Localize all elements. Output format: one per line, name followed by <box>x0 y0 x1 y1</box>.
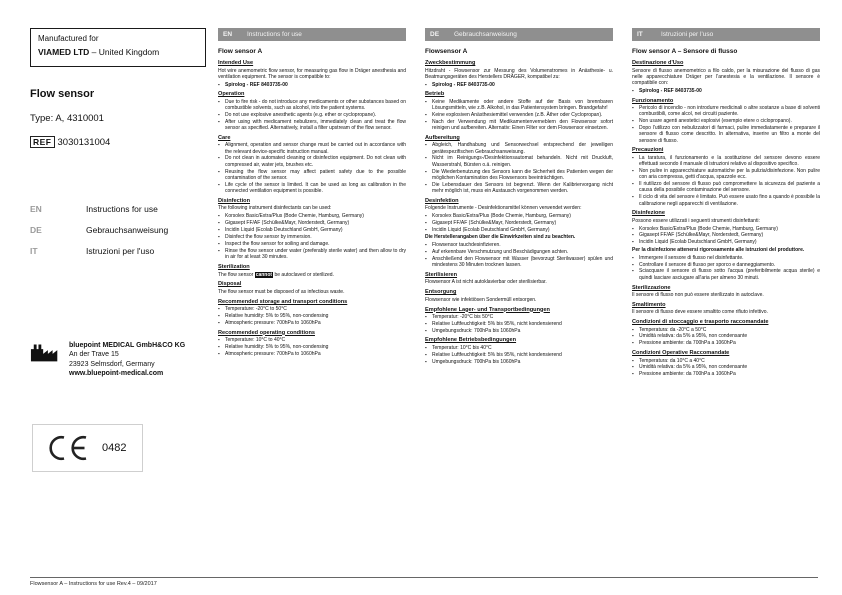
column-body <box>218 48 406 576</box>
paragraph: The following instrument disinfectants can be used: <box>218 205 332 212</box>
bullet-item: ▪ Flowsensor tauchdesinfizieren. <box>432 242 613 248</box>
page-footer <box>30 577 818 587</box>
section-heading: Condizioni di stoccaggio e trasporto raccomandate <box>632 319 769 326</box>
language-label-de: Gebrauchsanweisung <box>86 225 169 235</box>
section-heading: Sterilizzazione <box>632 284 671 291</box>
bullet-item: ▪ Keine explosiven Anästhesiemittel verwenden (z.B. Äther oder Cyclopropan). <box>432 112 613 118</box>
company-block <box>30 341 185 379</box>
language-label-it: Istruzioni per l'uso <box>86 246 155 256</box>
section-heading: Recommended operating conditions <box>218 329 315 336</box>
bullet-item: ▪ Reusing the flow sensor may affect patient safety due to the possible contamination of the sensor. <box>225 169 406 182</box>
column-language-code: DE <box>430 31 440 38</box>
manufacturer-box <box>30 28 206 67</box>
section <box>425 135 613 194</box>
bullet-list <box>425 242 613 268</box>
bullet-item: ▪ Gigasept FF/AF (Schülke&Mayr, Norderstedt, Germany) <box>639 232 820 238</box>
bullet-item: ▪ Il ciclo di vita del sensore è limitato. Può essere usato fino a quando è possibile la calibrazione negli apparecchi di ventilazione. <box>639 194 820 207</box>
bullet-list <box>425 314 613 334</box>
paragraph: Hot wire anemometric flow sensor, for measuring gas flow in Dräger anesthesia and ventilation equipment. The sensor is compatible to: <box>218 67 406 80</box>
bullet-item: ▪ Die Wiederbenutzung des Sensors kann die Sicherheit des Patienten wegen der möglichen Kontamination des Flowsensors beeinträchtigen. <box>432 169 613 182</box>
section-heading: Smaltimento <box>632 301 666 308</box>
column-en <box>218 28 406 576</box>
section <box>632 98 820 144</box>
bullet-item: ▪ Dopo l'utilizzo con nebulizzatori di farmaci, pulire immediatamente e preparare il sensore di flusso come descritto. In alternativa, inserire un filtro a monte del sensore di flusso. <box>639 125 820 144</box>
bullet-item: ▪ Alignment, operation and sensor change must be carried out in accordance with the relevant device-specific instruction manual. <box>225 142 406 155</box>
bullet-item: ▪ Incidin Liquid (Ecolab Deutschland GmbH, Germany) <box>432 227 613 233</box>
column-language-code: EN <box>223 31 233 38</box>
column-header-title: Gebrauchsanweisung <box>454 31 517 38</box>
ref-number: 3030131004 <box>57 137 111 148</box>
section <box>218 135 406 194</box>
footer-text: Flowsensor A – Instructions for use Rev.4 – 09/2017 <box>30 580 157 587</box>
manufactured-for-label: Manufactured for <box>38 34 99 43</box>
bullet-item: ▪ Non usare agenti anestetici esplosivi (esempio etere o ciclopropano). <box>639 118 820 124</box>
section <box>632 60 820 94</box>
ce-mark-icon <box>43 434 89 462</box>
bullet-item: ▪ Disinfect the flow sensor by immersion. <box>225 234 406 240</box>
bullet-item: ▪ Atmospheric pressure: 700hPa to 1060hPa <box>225 320 406 326</box>
bullet-item: ▪ Incidin Liquid (Ecolab Deutschland GmbH, Germany) <box>225 227 406 233</box>
bullet-item: ▪ Gigasept FF/AF (Schülke&Mayr, Norderstedt, Germany) <box>225 220 406 226</box>
section <box>218 264 406 278</box>
bullet-item: ▪ Spirolog - REF 8403735-00 <box>639 88 820 94</box>
section-heading: Recommended storage and transport conditions <box>218 298 348 305</box>
bullet-item: ▪ Umgebungsdruck: 700hPa bis 1060hPa <box>432 359 613 365</box>
language-code-de: DE <box>30 225 42 235</box>
section <box>632 350 820 377</box>
bullet-item: ▪ Korsolex Basic/Extra/Plus (Bode Chemie, Hamburg, Germany) <box>225 213 406 219</box>
language-row-de <box>30 225 168 235</box>
section <box>218 299 406 326</box>
bullet-item: ▪ Relative Luftfeuchtigkeit: 5% bis 95%, nicht kondensierend <box>432 321 613 327</box>
section-heading: Precauzioni <box>632 147 664 154</box>
bullet-list <box>218 337 406 357</box>
section-heading: Disinfection <box>218 197 251 204</box>
section <box>425 198 613 269</box>
paragraph: Hitzdraht - Flowsensor zur Messung des Volumenstromes in Anästhesie- u. Beatmungsgeräten des Herstellers DRÄGER, kompatibel zu: <box>425 67 613 80</box>
bullet-item: ▪ Inspect the flow sensor for soiling and damage. <box>225 241 406 247</box>
bullet-item: ▪ Temperatur: -20°C bis 50°C <box>432 314 613 320</box>
bullet-item: ▪ Relative humidity: 5% to 95%, non-condensing <box>225 313 406 319</box>
column-header <box>425 28 613 41</box>
bullet-item: ▪ Nach der Verwendung mit Medikamentenverneblern den Flowsensor sofort reinigen und aufbereiten. Alternativ: Einen Filter vor dem Flowsensor einsetzen. <box>432 119 613 132</box>
bullet-list <box>425 142 613 194</box>
manufacturer-name-line <box>38 47 198 57</box>
bullet-item: ▪ Korsolex Basic/Extra/Plus (Bode Chemie, Hamburg, Germany) <box>432 213 613 219</box>
bullet-item: ▪ Relative Luftfeuchtigkeit: 5% bis 95%, nicht kondensierend <box>432 352 613 358</box>
section <box>425 60 613 88</box>
column-header <box>632 28 820 41</box>
column-title: Flowsensor A <box>425 48 468 55</box>
section-heading: Disposal <box>218 281 242 288</box>
bullet-list <box>632 155 820 207</box>
bullet-list <box>218 234 406 260</box>
section <box>218 281 406 295</box>
bullet-item: ▪ Umgebungsdruck: 700hPa bis 1060hPa <box>432 328 613 334</box>
language-row-it <box>30 246 168 256</box>
bullet-list <box>425 82 613 88</box>
section-heading: Empfohlene Lager- und Transportbedingungen <box>425 306 550 313</box>
bullet-item: ▪ Anschließend den Flowsensor mit Wasser (bevorzugt Sterilwasser) spülen und mindestens 30 Minuten trocknen lassen. <box>432 256 613 269</box>
column-it <box>632 28 820 576</box>
bullet-item: ▪ Temperatura: da -20°C a 50°C <box>639 327 820 333</box>
columns <box>218 28 820 576</box>
section <box>632 147 820 206</box>
paragraph: Il sensore di flusso deve essere smaltito come rifiuto infettivo. <box>632 309 768 316</box>
product-name: Flow sensor <box>30 88 95 100</box>
type-line: Type: A, 4310001 <box>30 113 104 124</box>
company-name: bluepoint MEDICAL GmbH&CO KG <box>69 342 186 349</box>
bullet-list <box>218 213 406 233</box>
bullet-item: ▪ Due to fire risk - do not introduce any medicaments or other substances based on combustible solvents, such as alcohol, into the patient systems. <box>225 99 406 112</box>
section-heading: Entsorgung <box>425 289 457 296</box>
paragraph: Die Herstellerangaben über die Einwirkzeiten sind zu beachten. <box>425 234 576 241</box>
section <box>425 307 613 334</box>
bullet-list <box>632 105 820 144</box>
language-list <box>30 204 168 267</box>
bullet-item: ▪ Life cycle of the sensor is limited. It can be used as long as calibration in the connected ventilation equipment is possible. <box>225 182 406 195</box>
section-heading: Desinfektion <box>425 197 459 204</box>
bullet-item: ▪ La taratura, il funzionamento e la sostituzione del sensore devono essere effettuati secondo il manuale di istruzioni relativo al dispositivo specifico. <box>639 155 820 168</box>
paragraph: Sensore di flusso anemometrico a filo caldo, per la misurazione del flusso di gas nelle apparecchiature Dräger per l'anestesia e la ventilazione. Il sensore è compatibile con: <box>632 67 820 87</box>
bullet-item: ▪ Auf erkennbare Verschmutzung und Beschädigungen achten. <box>432 249 613 255</box>
section <box>632 285 820 299</box>
bullet-list <box>425 99 613 131</box>
section <box>218 60 406 88</box>
bullet-item: ▪ Atmospheric pressure: 700hPa to 1060hPa <box>225 351 406 357</box>
bullet-item: ▪ Pressione ambiente: da 700hPa a 1060hPa <box>639 340 820 346</box>
column-header <box>218 28 406 41</box>
manufacturer-factory-icon <box>30 341 62 379</box>
bullet-item: ▪ Il riutilizzo del sensore di flusso può compromettere la sicurezza del paziente a causa della possibile contaminazione del sensore. <box>639 181 820 194</box>
paragraph <box>218 272 406 278</box>
section-heading: Sterilization <box>218 264 250 271</box>
section-heading: Condizioni Operative Raccomandate <box>632 350 730 356</box>
paragraph-post: be autoclaved or sterilized. <box>273 271 334 278</box>
paragraph-pre: The flow sensor <box>218 271 255 278</box>
column-de <box>425 28 613 576</box>
column-body <box>632 48 820 576</box>
ce-number: 0482 <box>102 442 127 454</box>
section-heading: Intended Use <box>218 60 254 66</box>
bullet-list <box>218 142 406 194</box>
section-heading: Sterilisieren <box>425 271 458 278</box>
section-heading: Funzionamento <box>632 97 674 104</box>
section-heading: Operation <box>218 91 245 98</box>
bullet-item: ▪ Do not use explosive anesthetic agents (e.g. ether or cyclopropane). <box>225 112 406 118</box>
column-header-title: Instructions for use <box>247 31 302 38</box>
bullet-item: ▪ Temperature: -20°C to 50°C <box>225 306 406 312</box>
paragraph: Flowsensor wie infektiösen Sondermüll entsorgen. <box>425 296 537 303</box>
bullet-item: ▪ Controllare il sensore di flusso per sporco e danneggiamento. <box>639 262 820 268</box>
manufacturer-country: – United Kingdom <box>89 47 160 57</box>
language-code-it: IT <box>30 246 38 256</box>
section <box>632 319 820 346</box>
bullet-item: ▪ Spirolog - REF 8403735-00 <box>432 82 613 88</box>
bullet-item: ▪ Rinse the flow sensor under water (preferably sterile water) and then allow to dry in air for at least 30 minutes. <box>225 248 406 261</box>
bullet-item: ▪ Pressione ambiente: da 700hPa a 1060hPa <box>639 371 820 377</box>
section-heading: Betrieb <box>425 91 445 98</box>
section <box>425 91 613 131</box>
section <box>218 198 406 261</box>
section-heading: Zweckbestimmung <box>425 60 476 66</box>
language-row-en <box>30 204 168 214</box>
company-address-2: 23923 Selmsdorf, Germany <box>69 360 155 368</box>
section <box>218 330 406 357</box>
bullet-item: ▪ Pericolo di incendio - non introdurre medicinali o altre sostanze a base di solventi combustibili, come alcol, nei circuiti paziente. <box>639 105 820 118</box>
paragraph: The flow sensor must be disposed of as infectious waste. <box>218 288 345 295</box>
column-title: Flow sensor A <box>218 48 263 55</box>
ref-line <box>30 137 110 148</box>
bullet-item: ▪ After using with medicament nebulizers, immediately clean and treat the flow sensor as specified. Alternatively, install a filter upstream of the flow sensor. <box>225 119 406 132</box>
section-heading: Destinazione d'Uso <box>632 60 684 66</box>
language-label-en: Instructions for use <box>86 204 158 214</box>
paragraph: Possono essere utilizzati i seguenti strumenti disinfettanti: <box>632 217 760 224</box>
section-heading: Aufbereitung <box>425 134 460 141</box>
ce-mark-block <box>32 424 143 472</box>
bullet-item: ▪ Relative humidity: 5% to 95%, non-condensing <box>225 344 406 350</box>
section <box>425 337 613 364</box>
bullet-item: ▪ Do not clean in automated cleaning or disinfection equipment. Do not clean with compressed air, water jets, brushes etc. <box>225 155 406 168</box>
paragraph: Folgende Instrumente - Desinfektionsmittel können verwendet werden: <box>425 205 582 212</box>
section-heading: Care <box>218 134 231 141</box>
bullet-list <box>218 306 406 326</box>
bullet-item: ▪ Sciacquare il sensore di flusso sotto l'acqua (preferibilmente acqua sterile) e quindi lasciare asciugare all'aria per almeno 30 minuti. <box>639 268 820 281</box>
bullet-item: ▪ Non pulire in apparecchiature automatiche per la pulizia/disinfezione. Non pulire con aria compressa, getti d'acqua, spazzole ecc. <box>639 168 820 181</box>
bullet-item: ▪ Umidità relativa: da 5% a 95%, non condensante <box>639 364 820 370</box>
bullet-list <box>632 327 820 347</box>
bullet-item: ▪ Incidin Liquid (Ecolab Deutschland GmbH, Germany) <box>639 239 820 245</box>
bullet-list <box>425 213 613 233</box>
bullet-item: ▪ Spirolog - REF 8403735-00 <box>225 82 406 88</box>
column-body <box>425 48 613 576</box>
bullet-list <box>632 226 820 246</box>
company-website: www.bluepoint-medical.com <box>69 370 164 378</box>
paragraph: Il sensore di flusso non può essere sterilizzato in autoclave. <box>632 292 764 299</box>
bullet-item: ▪ Umidità relativa: da 5% a 95%, non condensante <box>639 333 820 339</box>
section-heading: Disinfezione <box>632 210 665 217</box>
company-text <box>69 341 185 379</box>
column-title: Flow sensor A – Sensore di flusso <box>632 48 738 55</box>
bullet-item: ▪ Gigasept FF/AF (Schülke&Mayr, Norderstedt, Germany) <box>432 220 613 226</box>
bullet-item: ▪ Temperatur: 10°C bis 40°C <box>432 345 613 351</box>
ref-symbol: REF <box>30 136 55 148</box>
section <box>425 289 613 303</box>
manufacturer-name: VIAMED LTD <box>38 47 90 57</box>
bullet-list <box>425 345 613 365</box>
bullet-item: ▪ Temperatura: da 10°C a 40°C <box>639 358 820 364</box>
bullet-list <box>632 358 820 378</box>
bullet-item: ▪ Immergere il sensore di flusso nel disinfettante. <box>639 255 820 261</box>
company-address-1: An der Trave 15 <box>69 351 119 359</box>
bullet-item: ▪ Korsolex Basic/Extra/Plus (Bode Chemie, Hamburg, Germany) <box>639 226 820 232</box>
bullet-list <box>218 99 406 131</box>
section <box>632 302 820 316</box>
column-header-title: Istruzioni per l'uso <box>661 31 714 38</box>
section <box>218 91 406 131</box>
bullet-list <box>218 82 406 88</box>
bullet-item: ▪ Nicht im Reinigungs-/Desinfektionsautomat behandeln. Nicht mit Druckluft, Wasserstrahl, Bürsten o.ä. reinigen. <box>432 155 613 168</box>
bullet-list <box>632 88 820 94</box>
bullet-item: ▪ Die Lebensdauer des Sensors ist begrenzt. Wenn der Kalibriervorgang nicht mehr möglich ist, muss ein Austausch vorgenommen werden. <box>432 182 613 195</box>
section <box>632 210 820 281</box>
section <box>425 272 613 286</box>
paragraph: Flowsensor A ist nicht autoklavierbar oder sterilisierbar. <box>425 279 547 286</box>
bullet-item: ▪ Abgleich, Handhabung und Sensorwechsel entsprechend der jeweiligen gerätespezifischen Gebrauchsanweisung. <box>432 142 613 155</box>
bullet-item: ▪ Keine Medikamente oder andere Stoffe auf der Basis von brennbaren Lösungsmitteln, wie z.B. Alkohol, in das Patientensystem bringen. Brandgefahr! <box>432 99 613 112</box>
column-language-code: IT <box>637 31 643 38</box>
paragraph: Per la disinfezione attenersi rigorosamente alle istruzioni del produttore. <box>632 247 805 254</box>
section-heading: Empfohlene Betriebsbedingungen <box>425 337 517 344</box>
bullet-item: ▪ Temperature: 10°C to 40°C <box>225 337 406 343</box>
left-panel <box>30 28 212 573</box>
paragraph-highlight: cannot <box>255 271 273 278</box>
language-code-en: EN <box>30 204 42 214</box>
bullet-list <box>632 255 820 281</box>
